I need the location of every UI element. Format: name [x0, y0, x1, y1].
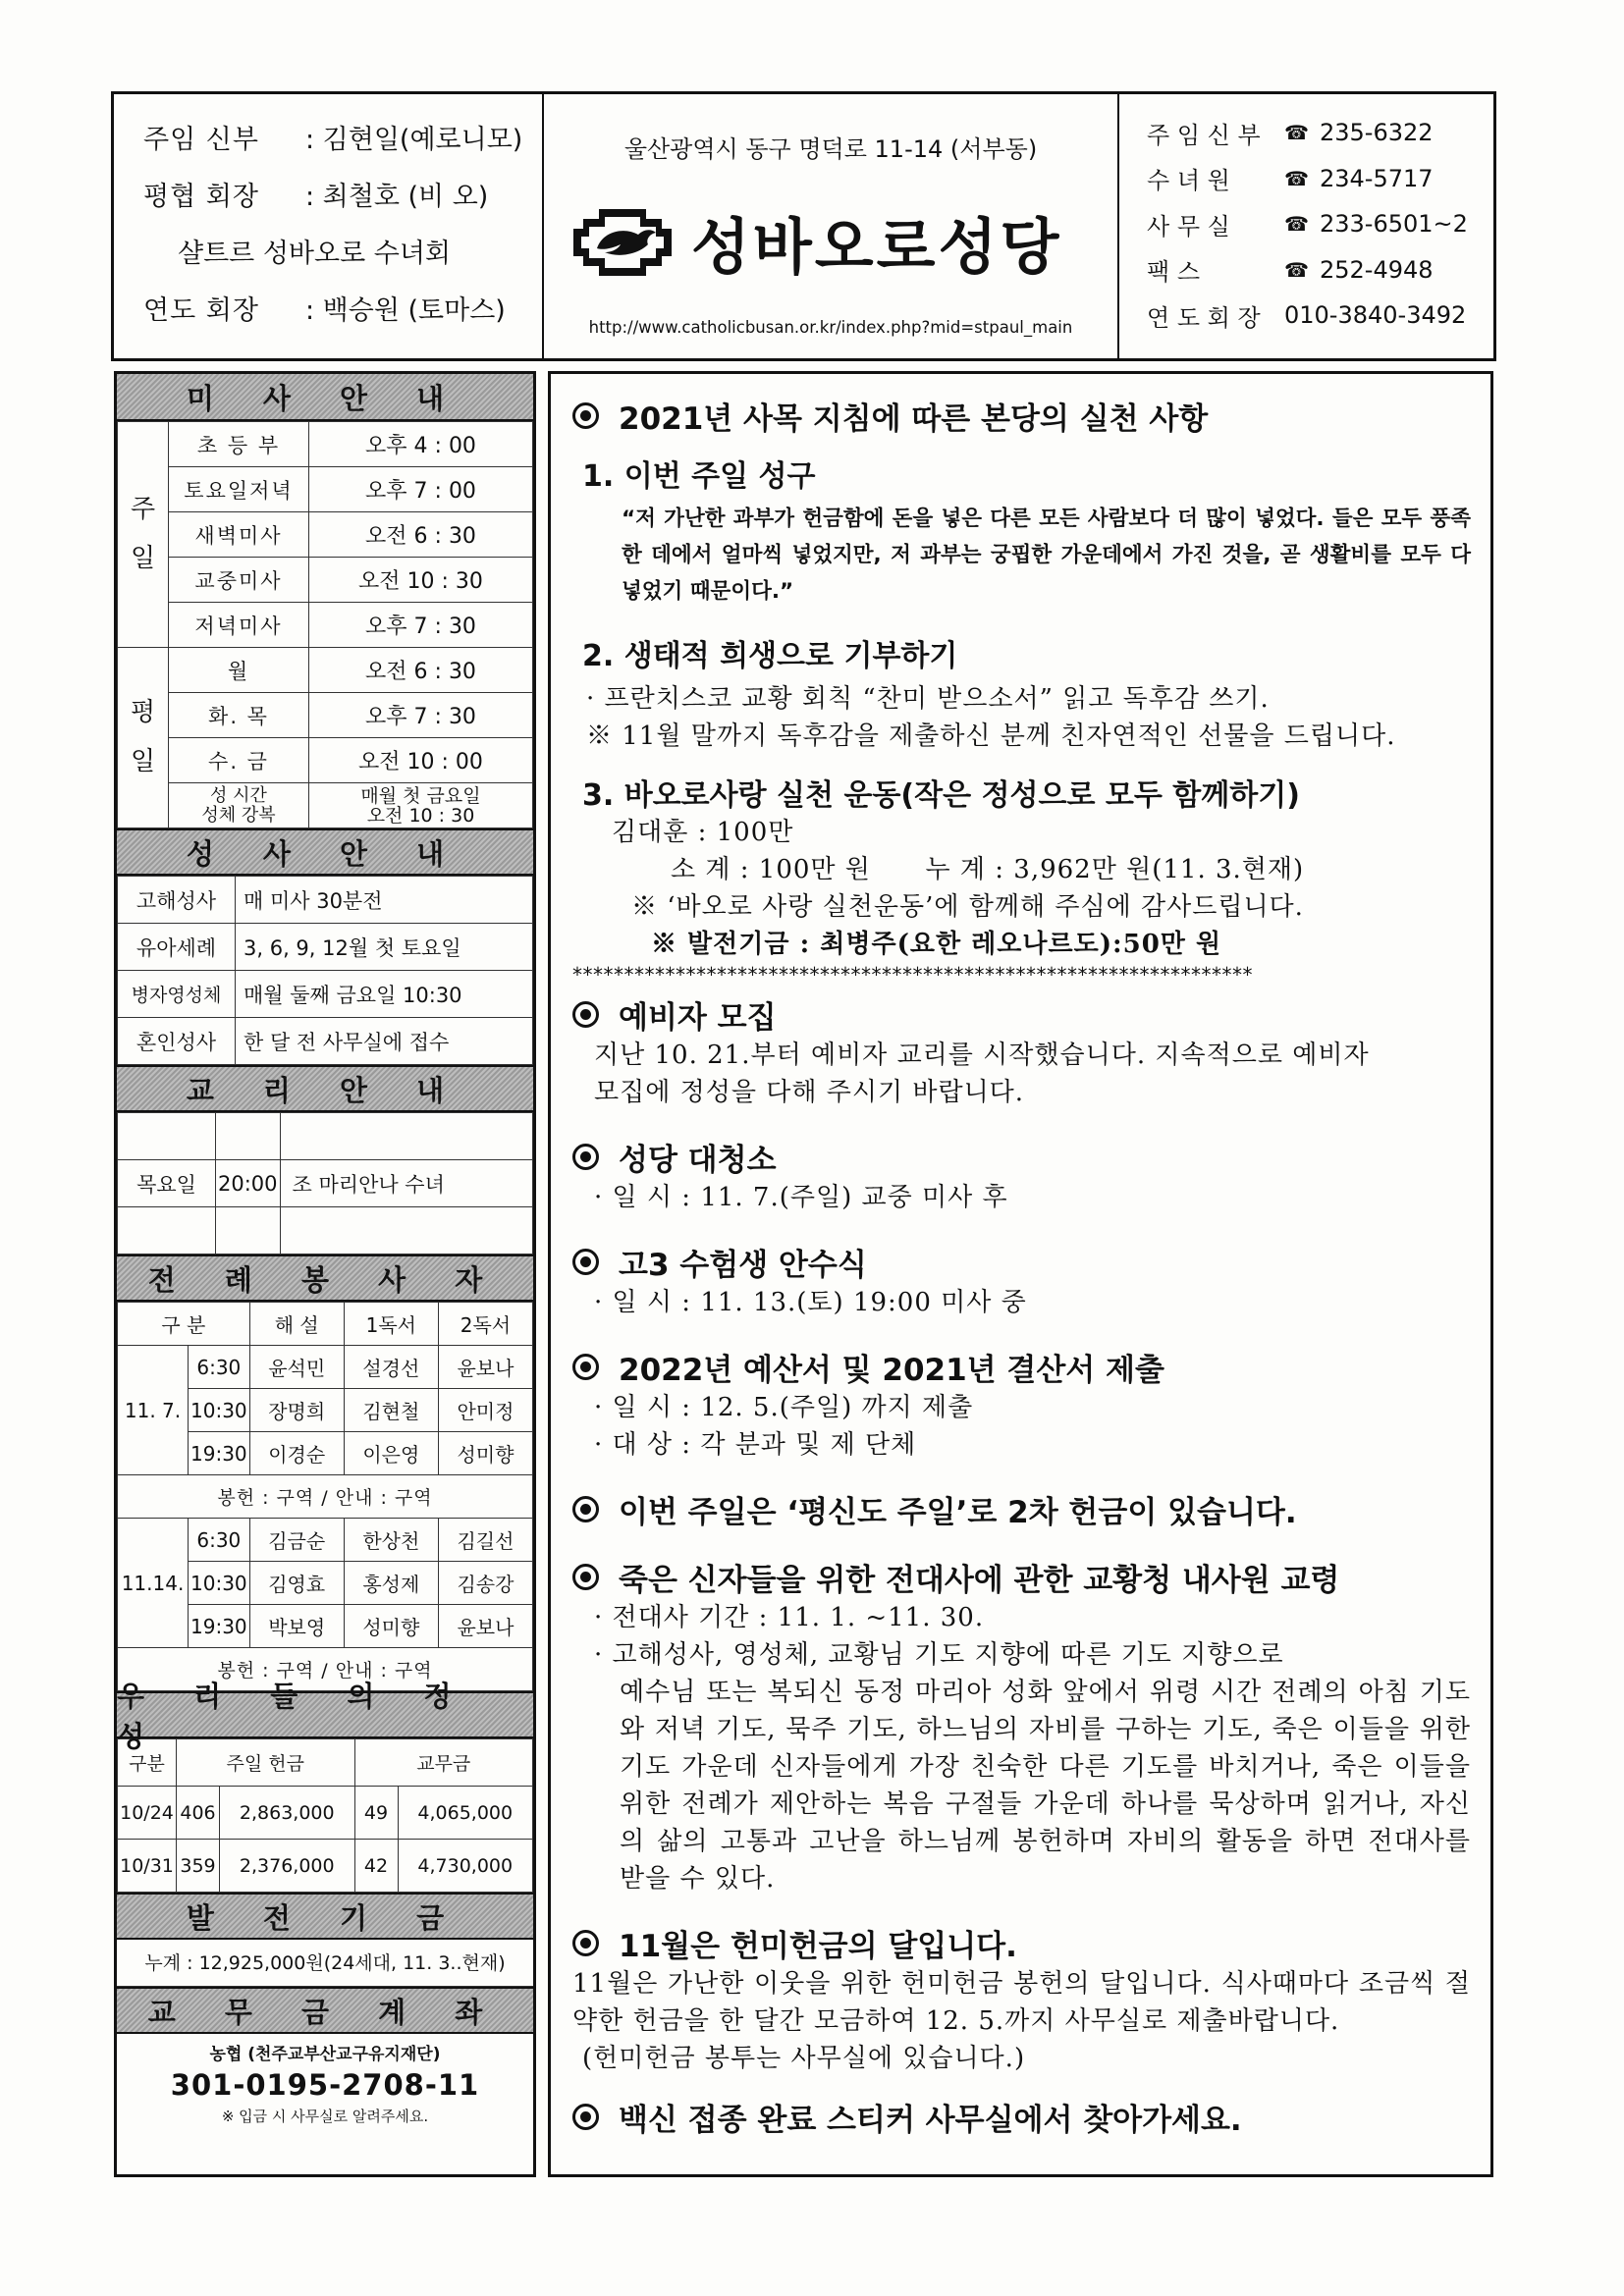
convent-row: 샬트르 성바오로 수녀회 [178, 238, 451, 269]
table-row: 혼인성사 한 달 전 사무실에 접수 [118, 1018, 533, 1065]
vaccine-sticker-heading: 백신 접종 완료 스티커 사무실에서 찾아가세요. [572, 2095, 1471, 2139]
contact-yeondo: 연 도 회 장 010-3840-3492 [1147, 301, 1467, 332]
rice-offering-body: 11월은 가난한 이웃을 위한 헌미헌금 봉헌의 달입니다. 식사때마다 조금씩 절약한 헌금을 한 달간 모금하여 12. 5.까지 사무실로 제출바랍니다. [572, 1969, 1471, 2036]
budget-heading: 2022년 예산서 및 2021년 결산서 제출 [572, 1345, 1471, 1389]
exam-blessing-body: · 일 시 : 11. 13.(토) 19:00 미사 중 [594, 1288, 1027, 1317]
development-fund-donor: ※ 발전기금 : 최병주(요한 레오나르도):50만 원 [651, 930, 1222, 959]
catechumen-body: 지난 10. 21.부터 예비자 교리를 시작했습니다. 지속적으로 예비자 모집에 정성을 다해 주시기 바랍니다. [594, 1041, 1370, 1107]
sunday-label: 주 일 [118, 422, 169, 648]
budget-date: · 일 시 : 12. 5.(주일) 까지 제출 [594, 1393, 974, 1422]
liturgy-servers-title: 전 례 봉 사 자 [117, 1255, 533, 1302]
catechism-title: 교 리 안 내 [117, 1065, 533, 1112]
table-row: 구분 주일 헌금 교무금 [118, 1739, 533, 1787]
table-row [118, 1113, 533, 1160]
weekly-verse-heading: 1. 이번 주일 성구 [582, 459, 816, 494]
bullet-icon [572, 1564, 599, 1590]
table-row: 성 시간 성체 강복 매월 첫 금요일 오전 10 : 30 [118, 783, 533, 828]
cleaning-body: · 일 시 : 11. 7.(주일) 교중 미사 후 [594, 1183, 1008, 1212]
paul-love-donor: 김대훈 : 100만 [612, 818, 794, 847]
sacrament-title: 성 사 안 내 [117, 828, 533, 876]
table-row: 화. 목 오후 7 : 30 [118, 693, 533, 738]
exam-blessing-heading: 고3 수험생 안수식 [572, 1240, 1471, 1284]
announcements [548, 371, 1493, 2177]
weekly-verse-quote: “저 가난한 과부가 헌금함에 돈을 넣은 다른 모든 사람보다 더 많이 넣었다. 들은 모두 풍족한 데에서 얼마씩 넣었지만, 저 과부는 궁핍한 가운데에서 가진 것을, 곧 생활비를 모두 다 넣었기 때문이다.” [622, 507, 1471, 604]
paul-love-thanks: ※ ‘바오로 사랑 실천운동’에 함께해 주심에 감사드립니다. [631, 892, 1304, 922]
rice-offering-heading: 11월은 헌미헌금의 달입니다. [572, 1921, 1471, 1965]
divider: ****************************************************************** [572, 963, 1253, 987]
info-sidebar [114, 371, 536, 2177]
phone-icon: ☎ [1284, 166, 1309, 190]
table-row: 봉헌 : 구역 / 안내 : 구역 [118, 1475, 533, 1519]
account-info [117, 2034, 533, 2126]
table-row: 봉헌 : 구역 / 안내 : 구역 [118, 1648, 533, 1691]
bullet-icon [572, 1496, 599, 1522]
liturgy-servers-table [117, 1302, 533, 1691]
table-row: 수. 금 오전 10 : 00 [118, 738, 533, 783]
table-row: 토요일저녁 오후 7 : 00 [118, 467, 533, 512]
indulgence-heading: 죽은 신자들을 위한 전대사에 관한 교황청 내사원 교령 [572, 1555, 1471, 1599]
table-row: 병자영성체 매월 둘째 금요일 10:30 [118, 971, 533, 1018]
fund-total: 누계 : 12,925,000원(24세대, 11. 3..현재) [117, 1940, 533, 1987]
paul-love-heading: 3. 바오로사랑 실천 운동(작은 정성으로 모두 함께하기) [582, 778, 1300, 813]
indulgence-body: 예수님 또는 복되신 동정 마리아 성화 앞에서 위령 시간 전례의 아침 기도와 저녁 기도, 묵주 기도, 하느님의 자비를 구하는 기도, 죽은 이들을 위한 기도 가운데 신자들에게 가장 친숙한 다른 기도를 바치거나, 죽은 이들을 위한 전례가 제안하는 복음 구절들 가운데 하나를 묵상하며 읽거나, 자신의 삶의 고통과 고난을 하느님께 봉헌하며 자비의 활동을 하면 전대사를 받을 수 있다. [620, 1678, 1471, 1894]
rice-offering-note: (헌미헌금 봉투는 사무실에 있습니다.) [582, 2044, 1026, 2073]
offering-title: 우 리 들 의 정 성 [117, 1691, 533, 1738]
contact-convent: 수 녀 원 ☎ 234-5717 [1147, 164, 1434, 195]
table-row: 목요일 20:00 조 마리안나 수녀 [118, 1160, 533, 1207]
phone-icon: ☎ [1284, 212, 1309, 237]
pastoral-guideline-heading: 2021년 사목 지침에 따른 본당의 실천 사항 [572, 394, 1471, 438]
bullet-icon [572, 2104, 599, 2130]
parish-title-block [544, 94, 1119, 358]
council-president-row: 평협 회장 : 최철호 (비 오) [143, 181, 489, 212]
table-row: 평 일 월 오전 6 : 30 [118, 648, 533, 693]
account-title: 교 무 금 계 좌 [117, 1987, 533, 2034]
account-number: 301-0195-2708-11 [170, 2068, 480, 2102]
parish-logo [569, 198, 1061, 286]
catechumen-heading: 예비자 모집 [572, 992, 1471, 1037]
budget-target: · 대 상 : 각 분과 및 제 단체 [594, 1430, 917, 1460]
table-row: 19:30 박보영 성미향 윤보나 [118, 1605, 533, 1648]
table-row: 고해성사 매 미사 30분전 [118, 877, 533, 924]
bullet-icon [572, 1930, 599, 1956]
bullet-icon [572, 402, 599, 429]
cleaning-heading: 성당 대청소 [572, 1135, 1471, 1179]
bullet-icon [572, 1144, 599, 1170]
table-row: 10/24 406 2,863,000 49 4,065,000 [118, 1787, 533, 1840]
bulletin-header [111, 91, 1496, 361]
parish-address: 울산광역시 동구 명덕로 11-14 (서부동) [623, 135, 1038, 163]
table-row: 구 분 해 설 1독서 2독서 [118, 1303, 533, 1346]
mass-schedule-title: 미 사 안 내 [117, 374, 533, 421]
table-row: 저녁미사 오후 7 : 30 [118, 603, 533, 648]
table-row: 19:30 이경순 이은영 성미향 [118, 1432, 533, 1475]
table-row: 10/31 359 2,376,000 42 4,730,000 [118, 1840, 533, 1893]
table-row: 10:30 장명희 김현철 안미정 [118, 1389, 533, 1432]
paul-love-totals: 소 계 : 100만 원 누 계 : 3,962만 원(11. 3.현재) [671, 855, 1305, 884]
bullet-icon [572, 1354, 599, 1380]
parish-url[interactable]: http://www.catholicbusan.or.kr/index.php?mid=stpaul_main [588, 318, 1073, 337]
bullet-icon [572, 1001, 599, 1028]
yeondo-president-row: 연도 회장 : 백승원 (토마스) [143, 294, 506, 326]
mass-schedule-table [117, 421, 533, 828]
phone-icon: ☎ [1284, 121, 1309, 145]
bullet-icon [572, 1249, 599, 1275]
ecological-line-1: · 프란치스코 교황 회칙 “찬미 받으소서” 읽고 독후감 쓰기. [586, 684, 1270, 714]
phone-icon: ☎ [1284, 257, 1309, 282]
contact-fax: 팩 스 ☎ 252-4948 [1147, 255, 1434, 287]
offering-table [117, 1738, 533, 1893]
pastor-row: 주임 신부 : 김현일(예로니모) [143, 124, 523, 155]
table-row: 교중미사 오전 10 : 30 [118, 558, 533, 603]
table-row: 11. 7. 6:30 윤석민 설경선 윤보나 [118, 1346, 533, 1389]
table-row: 유아세례 3, 6, 9, 12월 첫 토요일 [118, 924, 533, 971]
indulgence-period: · 전대사 기간 : 11. 1. ~11. 30. [594, 1603, 985, 1632]
staff-info [114, 94, 544, 358]
laity-sunday-heading: 이번 주일은 ‘평신도 주일’로 2차 헌금이 있습니다. [572, 1487, 1471, 1531]
fund-title: 발 전 기 금 [117, 1893, 533, 1940]
ecological-heading: 2. 생태적 희생으로 기부하기 [582, 639, 958, 673]
contact-list [1119, 94, 1493, 358]
table-row [118, 1207, 533, 1255]
dove-cross-logo-icon [569, 205, 676, 280]
table-row: 10:30 김영효 홍성제 김송강 [118, 1562, 533, 1605]
contact-pastor: 주 임 신 부 ☎ 235-6322 [1147, 119, 1434, 149]
contact-office: 사 무 실 ☎ 233-6501~2 [1147, 210, 1468, 240]
table-row: 주 일 초 등 부 오후 4 : 00 [118, 422, 533, 467]
account-note: ※ 입금 시 사무실로 알려주세요. [221, 2108, 429, 2125]
catechism-table [117, 1112, 533, 1255]
parish-name: 성바오로성당 [691, 211, 1062, 283]
sacrament-table [117, 876, 533, 1065]
table-row: 새벽미사 오전 6 : 30 [118, 512, 533, 558]
weekday-label: 평 일 [118, 648, 169, 828]
ecological-line-2: ※ 11월 말까지 독후감을 제출하신 분께 친자연적인 선물을 드립니다. [586, 721, 1396, 751]
indulgence-intro: · 고해성사, 영성체, 교황님 기도 지향에 따른 기도 지향으로 [594, 1640, 1284, 1670]
account-bank: 농협 (천주교부산교구유지재단) [209, 2045, 441, 2064]
table-row: 11.14. 6:30 김금순 한상천 김길선 [118, 1519, 533, 1562]
